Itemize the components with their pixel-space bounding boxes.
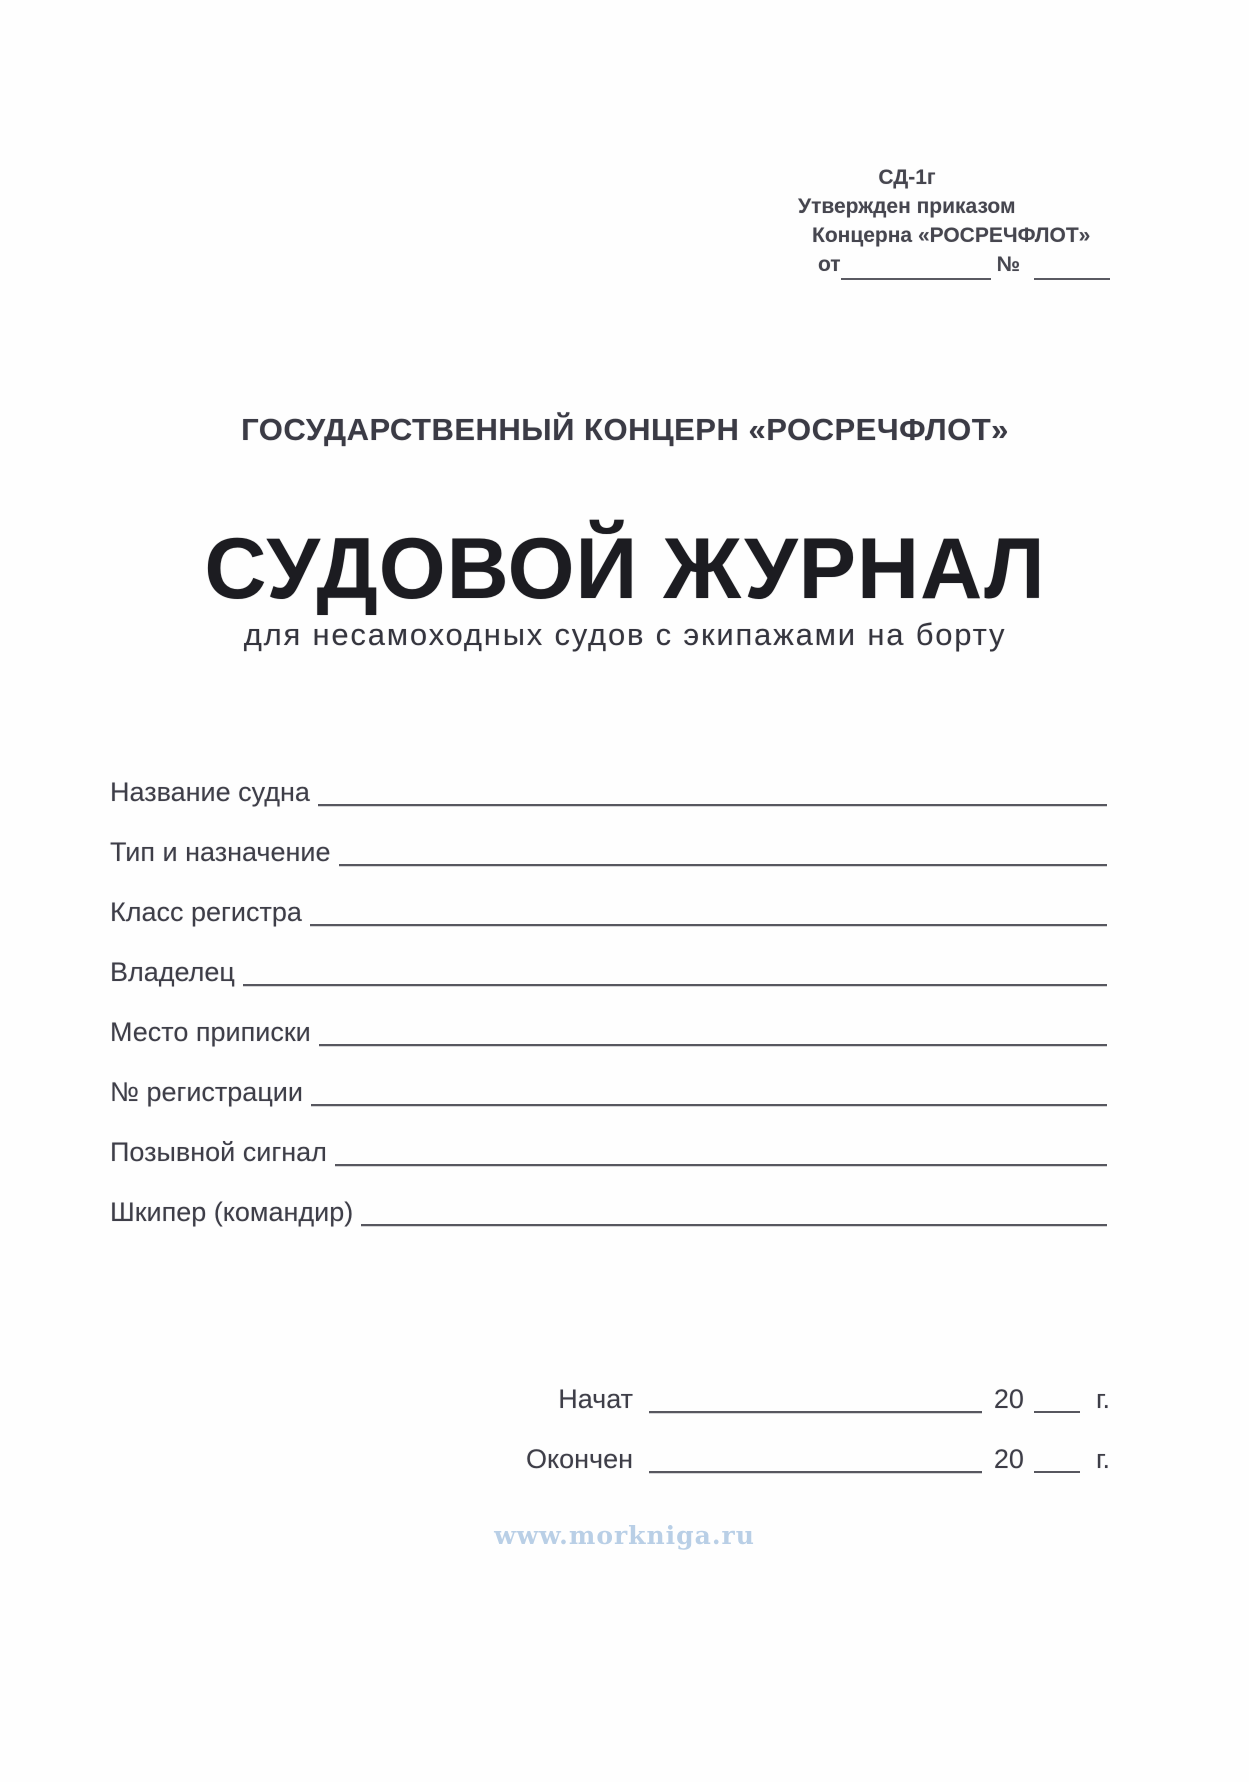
field-blank-line-home-port bbox=[319, 1034, 1107, 1046]
approval-block bbox=[772, 164, 1117, 280]
field-row-owner bbox=[110, 926, 1107, 986]
year-blank-line-started bbox=[1034, 1401, 1080, 1413]
date-blank-line-finished bbox=[649, 1461, 982, 1473]
organization-header: ГОСУДАРСТВЕННЫЙ КОНЦЕРН «РОСРЕЧФЛОТ» bbox=[241, 412, 1009, 447]
field-blank-line-owner bbox=[243, 974, 1107, 986]
approval-number-blank-line bbox=[1034, 254, 1110, 280]
ship-info-fields bbox=[110, 746, 1107, 1226]
field-label-registration-number: № регистрации bbox=[110, 1076, 303, 1107]
field-row-registration-number bbox=[110, 1046, 1107, 1106]
field-row-call-sign bbox=[110, 1106, 1107, 1166]
date-row-finished bbox=[518, 1413, 1110, 1473]
field-blank-line-skipper bbox=[361, 1214, 1107, 1226]
year-blank-line-finished bbox=[1034, 1461, 1080, 1473]
year-prefix-started: 20 bbox=[993, 1383, 1024, 1414]
form-code: СД-1г bbox=[878, 166, 936, 189]
field-label-ship-name: Название судна bbox=[110, 776, 310, 807]
approval-number-label: № bbox=[996, 252, 1021, 276]
field-row-register-class bbox=[110, 866, 1107, 926]
watermark-text: www.morkniga.ru bbox=[494, 1521, 755, 1550]
date-label-started: Начат bbox=[558, 1383, 633, 1414]
document-title: СУДОВОЙ ЖУРНАЛ bbox=[204, 521, 1046, 617]
field-label-home-port: Место приписки bbox=[110, 1016, 311, 1047]
date-blank-line-started bbox=[649, 1401, 982, 1413]
journal-dates-block bbox=[518, 1353, 1110, 1473]
field-label-register-class: Класс регистра bbox=[110, 896, 302, 927]
field-row-ship-name bbox=[110, 746, 1107, 806]
approval-from-label: от bbox=[818, 252, 841, 276]
field-label-type-purpose: Тип и назначение bbox=[110, 836, 331, 867]
field-label-call-sign: Позывной сигнал bbox=[110, 1136, 327, 1167]
year-suffix-started: г. bbox=[1095, 1383, 1110, 1414]
approval-date-blank-line bbox=[841, 254, 991, 280]
approval-approved-by: Утвержден приказом bbox=[798, 194, 1016, 218]
document-subtitle: для несамоходных судов с экипажами на борту bbox=[243, 617, 1007, 652]
field-blank-line-type-purpose bbox=[339, 854, 1107, 866]
approval-concern: Концерна «РОСРЕЧФЛОТ» bbox=[812, 223, 1091, 247]
year-prefix-finished: 20 bbox=[993, 1443, 1024, 1474]
field-row-type-purpose bbox=[110, 806, 1107, 866]
field-row-skipper bbox=[110, 1166, 1107, 1226]
field-blank-line-call-sign bbox=[335, 1154, 1107, 1166]
year-suffix-finished: г. bbox=[1095, 1443, 1110, 1474]
field-blank-line-registration-number bbox=[311, 1094, 1107, 1106]
field-label-skipper: Шкипер (командир) bbox=[110, 1196, 354, 1227]
field-row-home-port bbox=[110, 986, 1107, 1046]
approval-date-number-row bbox=[772, 251, 1117, 280]
field-blank-line-ship-name bbox=[318, 794, 1107, 806]
date-label-finished: Окончен bbox=[525, 1443, 633, 1474]
field-blank-line-register-class bbox=[310, 914, 1107, 926]
date-row-started bbox=[518, 1353, 1110, 1413]
field-label-owner: Владелец bbox=[110, 956, 235, 987]
